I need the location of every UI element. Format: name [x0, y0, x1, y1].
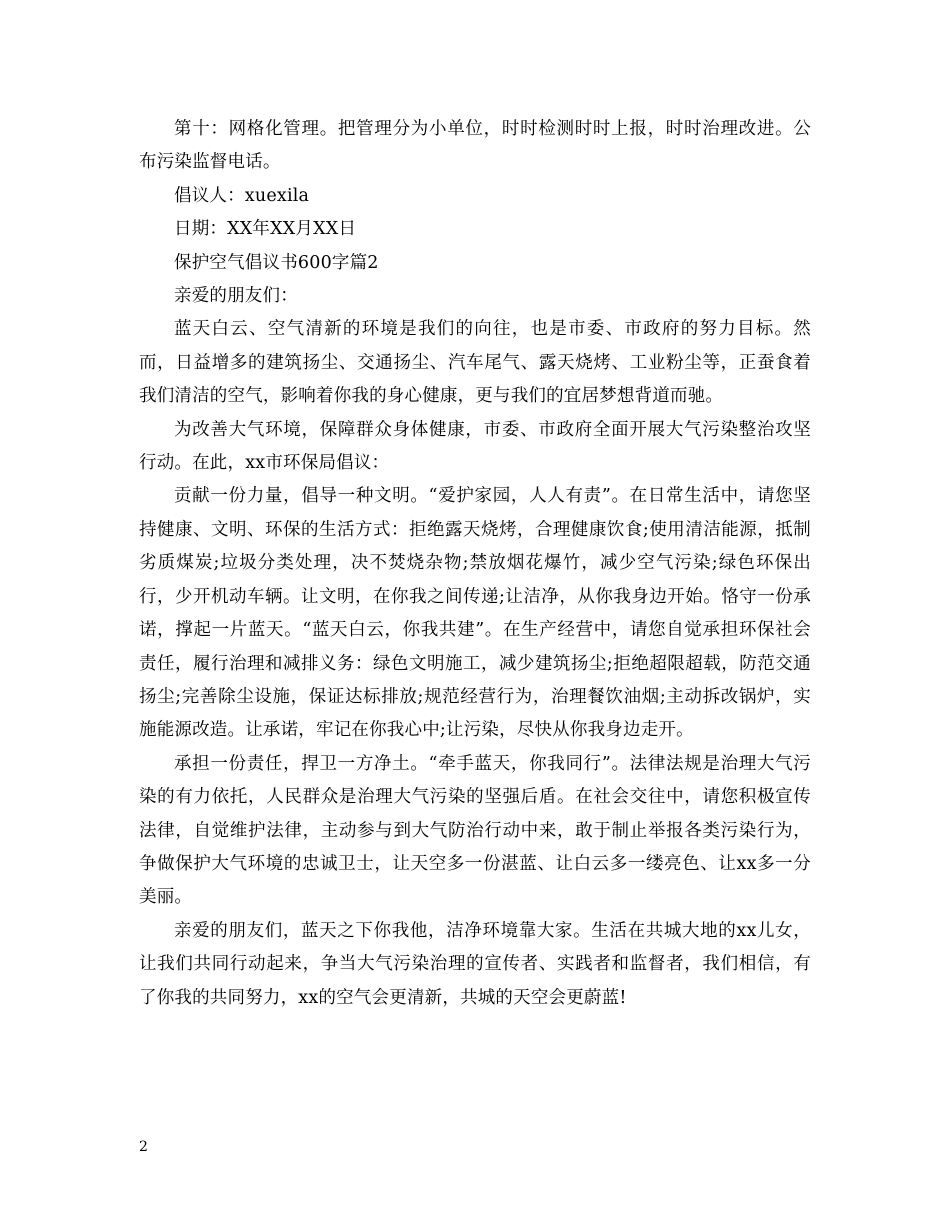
page-number: 2 — [139, 1139, 148, 1155]
paragraph-date: 日期：XX年XX月XX日 — [174, 219, 357, 240]
section-heading: 保护空气倡议书600字篇2 — [174, 252, 379, 273]
paragraph-contribute: 贡献一份力量，倡导一种文明。“爱护家园，人人有责”。在日常生活中，请您坚持健康、文明、环保的生活方式：拒绝露天烧烤，合理健康饮食;使用清洁能源，抵制劣质煤炭;垃圾分类处理，决不焚烧杂物;禁放烟花爆竹，减少空气污染;绿色环保出行，少开机动车辆。让文明，在你我之间传递;让洁净，从你我身边开始。恪守一份承诺，撑起一片蓝天。“蓝天白云，你我共建”。在生产经营中，请您自觉承担环保社会责任，履行治理和减排义务：绿色文明施工，减少建筑扬尘;拒绝超限超载，防范交通扬尘;完善除尘设施，保证达标排放;规范经营行为，治理餐饮油烟;主动拆改锅炉，实施能源改造。让承诺，牢记在你我心中;让污染，尽快从你我身边走开。 — [139, 486, 811, 741]
paragraph-closing: 亲爱的朋友们，蓝天之下你我他，洁净环境靠大家。生活在共城大地的xx儿女，让我们共同行动起来，争当大气污染治理的宣传者、实践者和监督者，我们相信，有了你我的共同努力，xx的空气会更清新，共城的天空会更蔚蓝! — [139, 920, 811, 1008]
paragraph-grid-management: 第十：网格化管理。把管理分为小单位，时时检测时时上报，时时治理改进。公布污染监督电话。 — [139, 119, 811, 173]
document-body — [139, 113, 811, 1015]
paragraph-responsibility: 承担一份责任，捍卫一方净土。“牵手蓝天，你我同行”。法律法规是治理大气污染的有力依托，人民群众是治理大气污染的坚强后盾。在社会交往中，请您积极宣传法律，自觉维护法律，主动参与到大气防治行动中来，敢于制止举报各类污染行为，争做保护大气环境的忠诚卫士，让天空多一份湛蓝、让白云多一缕亮色、让xx多一分美丽。 — [139, 753, 811, 908]
paragraph-proposal-intro: 为改善大气环境，保障群众身体健康，市委、市政府全面开展大气污染整治攻坚行动。在此，xx市环保局倡议： — [139, 419, 811, 474]
paragraph-proposer: 倡议人：xuexila — [174, 185, 310, 206]
paragraph-intro: 蓝天白云、空气清新的环境是我们的向往，也是市委、市政府的努力目标。然而，日益增多的建筑扬尘、交通扬尘、汽车尾气、露天烧烤、工业粉尘等，正蚕食着我们清洁的空气，影响着你我的身心健康，更与我们的宜居梦想背道而驰。 — [139, 319, 811, 407]
paragraph-salutation: 亲爱的朋友们： — [174, 286, 298, 307]
